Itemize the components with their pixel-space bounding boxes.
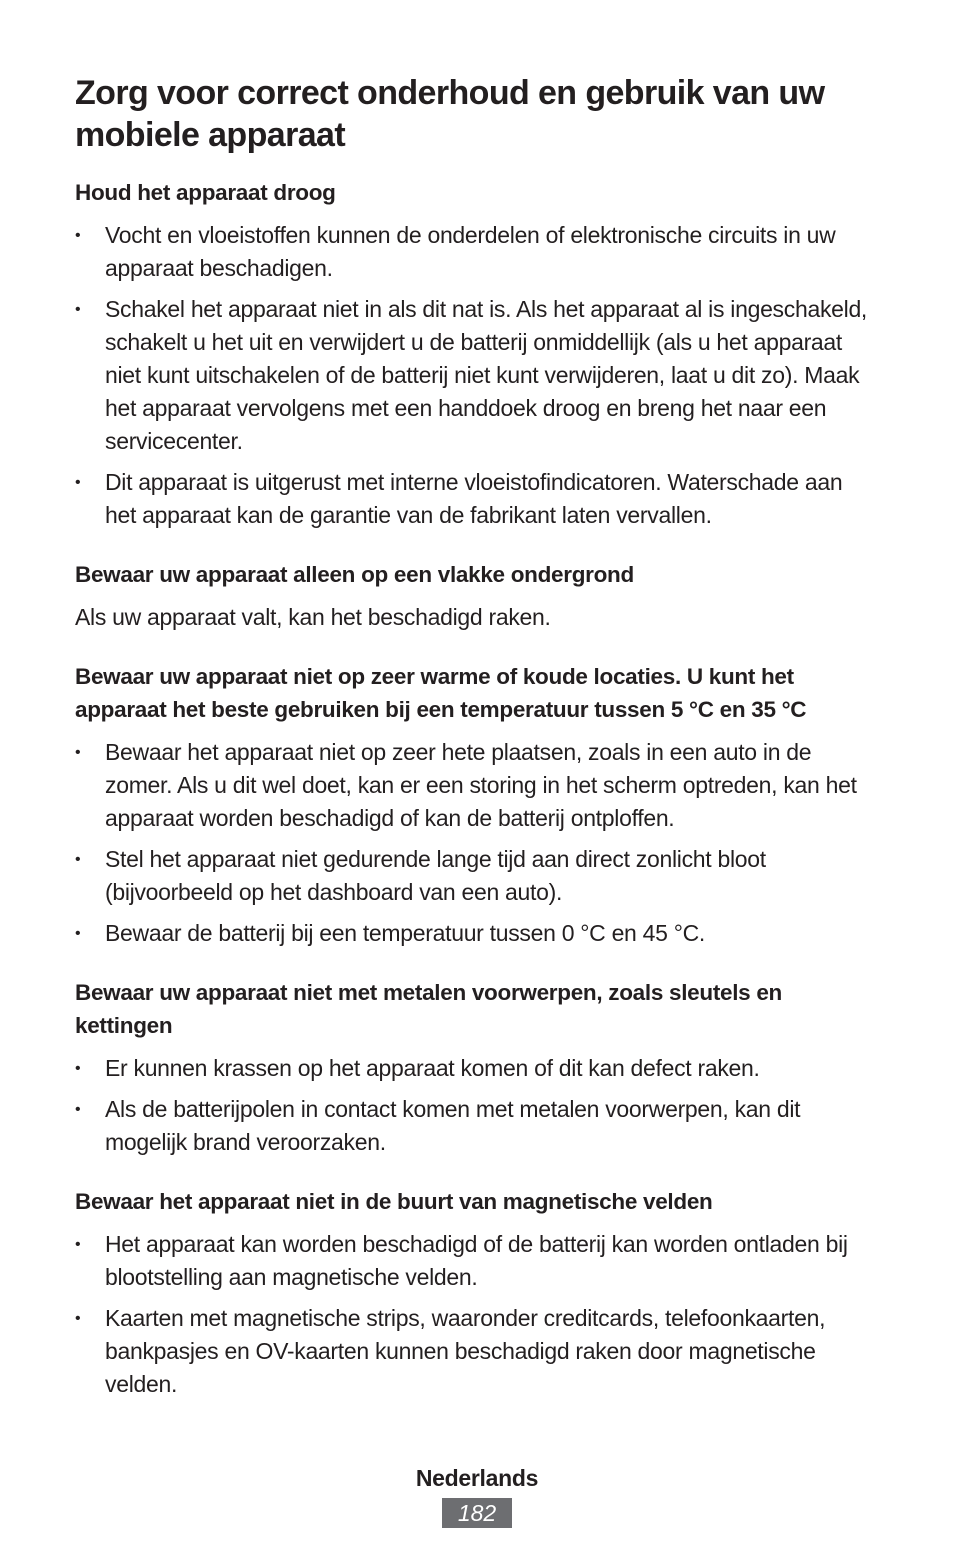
bullet-list xyxy=(75,736,875,950)
list-item xyxy=(75,219,875,285)
list-item-text: Schakel het apparaat niet in als dit nat is. Als het apparaat al is ingeschakeld, schakelt u het uit en verwijdert u de batterij onmiddellijk (als u het apparaat niet kunt uitschakelen of de batterij niet kunt verwijderen, laat u dit zo). Maak het apparaat vervolgens met een handdoek droog en breng het naar een servicecenter. xyxy=(105,296,868,454)
bullet-icon: • xyxy=(75,744,81,761)
list-item xyxy=(75,1052,875,1085)
bullet-icon: • xyxy=(75,474,81,491)
list-item xyxy=(75,917,875,950)
list-item xyxy=(75,843,875,909)
bullet-list xyxy=(75,1228,875,1401)
section-keep-dry xyxy=(75,176,875,532)
list-item-text: Stel het apparaat niet gedurende lange tijd aan direct zonlicht bloot (bijvoorbeeld op het dashboard van een auto). xyxy=(105,846,766,905)
section-paragraph: Als uw apparaat valt, kan het beschadigd raken. xyxy=(75,604,551,630)
page-content xyxy=(75,72,875,1427)
list-item xyxy=(75,1228,875,1294)
bullet-icon: • xyxy=(75,851,81,868)
list-item-text: Dit apparaat is uitgerust met interne vloeistofindicatoren. Waterschade aan het apparaat kan de garantie van de fabrikant laten vervallen. xyxy=(105,469,843,528)
bullet-icon: • xyxy=(75,1101,81,1118)
list-item-text: Kaarten met magnetische strips, waaronder creditcards, telefoonkaarten, bankpasjes en OV-kaarten kunnen beschadigd raken door magnetische velden. xyxy=(105,1305,826,1397)
bullet-icon: • xyxy=(75,1060,81,1077)
list-item-text: Bewaar de batterij bij een temperatuur tussen 0 °C en 45 °C. xyxy=(105,920,706,946)
list-item-text: Er kunnen krassen op het apparaat komen of dit kan defect raken. xyxy=(105,1055,760,1081)
list-item-text: Vocht en vloeistoffen kunnen de onderdelen of elektronische circuits in uw apparaat beschadigen. xyxy=(105,222,836,281)
list-item-text: Het apparaat kan worden beschadigd of de batterij kan worden ontladen bij blootstelling aan magnetische velden. xyxy=(105,1231,848,1290)
section-heading: Bewaar het apparaat niet in de buurt van magnetische velden xyxy=(75,1189,713,1214)
section-temperature xyxy=(75,660,875,950)
section-heading: Bewaar uw apparaat alleen op een vlakke ondergrond xyxy=(75,562,634,587)
list-item xyxy=(75,1093,875,1159)
bullet-icon: • xyxy=(75,227,81,244)
list-item xyxy=(75,1302,875,1401)
list-item xyxy=(75,466,875,532)
page-number-badge: 182 xyxy=(442,1498,512,1528)
bullet-list xyxy=(75,1052,875,1159)
list-item xyxy=(75,293,875,458)
page-footer xyxy=(0,1462,954,1528)
page-title: Zorg voor correct onderhoud en gebruik van uw mobiele apparaat xyxy=(75,74,825,154)
section-heading: Houd het apparaat droog xyxy=(75,180,336,205)
list-item-text: Als de batterijpolen in contact komen met metalen voorwerpen, kan dit mogelijk brand veroorzaken. xyxy=(105,1096,801,1155)
section-magnetic-fields xyxy=(75,1185,875,1401)
bullet-icon: • xyxy=(75,1236,81,1253)
list-item-text: Bewaar het apparaat niet op zeer hete plaatsen, zoals in een auto in de zomer. Als u dit wel doet, kan er een storing in het scherm optreden, kan het apparaat worden beschadigd of kan de batterij ontploffen. xyxy=(105,739,857,831)
section-heading: Bewaar uw apparaat niet op zeer warme of koude locaties. U kunt het apparaat het beste gebruiken bij een temperatuur tussen 5 °C en 35 °C xyxy=(75,664,807,722)
footer-language: Nederlands xyxy=(415,1465,539,1491)
bullet-icon: • xyxy=(75,1310,81,1327)
bullet-icon: • xyxy=(75,301,81,318)
section-heading: Bewaar uw apparaat niet met metalen voorwerpen, zoals sleutels en kettingen xyxy=(75,980,782,1038)
bullet-icon: • xyxy=(75,925,81,942)
list-item xyxy=(75,736,875,835)
section-metal-objects xyxy=(75,976,875,1159)
section-flat-surface xyxy=(75,558,875,634)
bullet-list xyxy=(75,219,875,532)
